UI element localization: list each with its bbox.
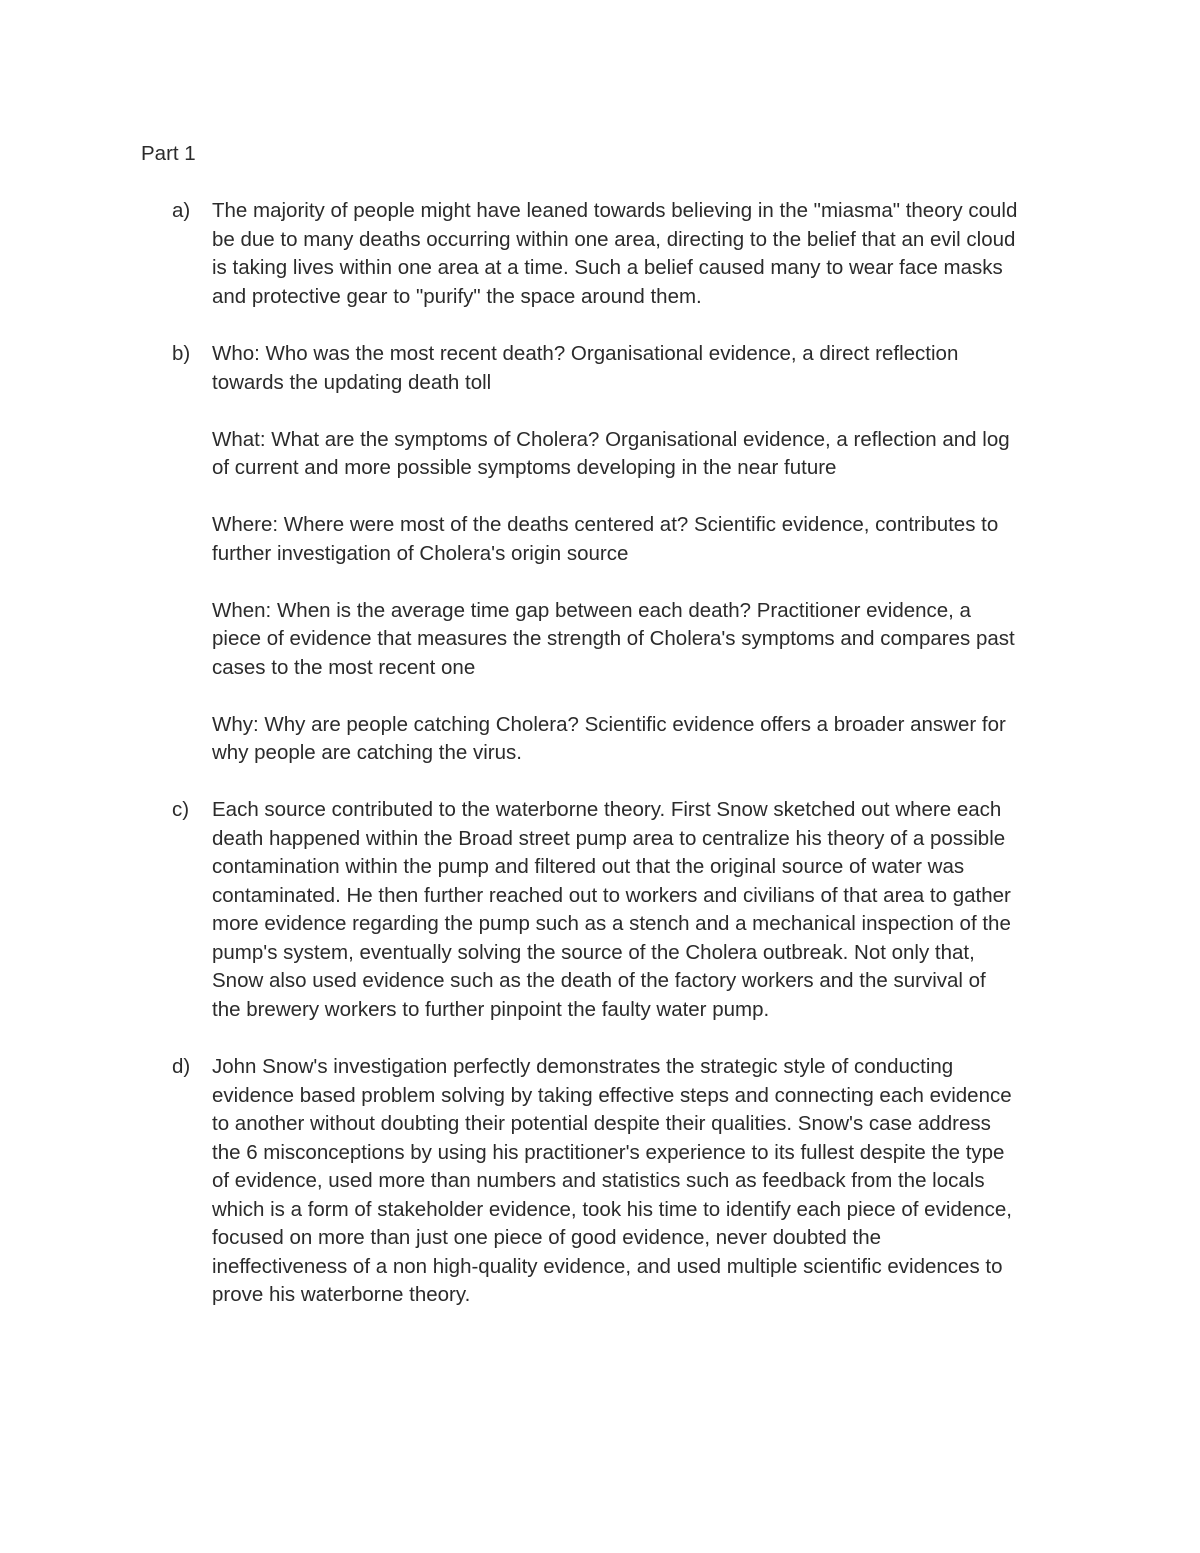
text-line: Who: Who was the most recent death? Organisational evidence, a direct reflection xyxy=(212,342,959,365)
paragraph-what xyxy=(212,426,1072,483)
text-line: further investigation of Cholera's origin source xyxy=(212,541,629,565)
list-item-content xyxy=(212,197,1072,311)
paragraph xyxy=(212,1053,1072,1310)
text-line: the 6 misconceptions by using his practitioner's experience to its fullest despite the type xyxy=(212,1140,1005,1164)
text-line: When: When is the average time gap between each death? Practitioner evidence, a xyxy=(212,598,971,622)
paragraph xyxy=(212,796,1072,1024)
text-line: to another without doubting their potential despite their qualities. Snow's case address xyxy=(212,1112,991,1135)
text-line: why people are catching the virus. xyxy=(212,741,522,764)
text-line: cases to the most recent one xyxy=(212,655,476,679)
text-line: which is a form of stakeholder evidence, took his time to identify each piece of evidence, xyxy=(212,1197,1012,1221)
text-line: John Snow's investigation perfectly demonstrates the strategic style of conducting xyxy=(212,1055,954,1078)
paragraph-where xyxy=(212,511,1072,568)
list-marker: d) xyxy=(172,1055,191,1078)
paragraph-who xyxy=(212,340,1072,397)
list-item-content xyxy=(212,1053,1072,1310)
text-line: Why: Why are people catching Cholera? Scientific evidence offers a broader answer for xyxy=(212,712,1006,736)
text-line: more evidence regarding the pump such as a stench and a mechanical inspection of the xyxy=(212,912,1011,935)
text-line: is taking lives within one area at a time. Such a belief caused many to wear face masks xyxy=(212,256,1003,279)
text-line: contamination within the pump and filtered out that the original source of water was xyxy=(212,855,965,878)
text-line: and protective gear to "purify" the space around them. xyxy=(212,284,702,308)
text-line: death happened within the Broad street pump area to centralize his theory of a possible xyxy=(212,826,1006,850)
text-line: evidence based problem solving by taking effective steps and connecting each evidence xyxy=(212,1083,1012,1107)
text-line: focused on more than just one piece of good evidence, never doubted the xyxy=(212,1226,882,1249)
text-line: the brewery workers to further pinpoint the faulty water pump. xyxy=(212,997,770,1021)
list-item-content xyxy=(212,340,1072,768)
text-line: Where: Where were most of the deaths centered at? Scientific evidence, contributes to xyxy=(212,513,999,536)
paragraph-why xyxy=(212,711,1072,768)
text-line: be due to many deaths occurring within one area, directing to the belief that an evil cloud xyxy=(212,227,1016,251)
text-line: towards the updating death toll xyxy=(212,370,492,394)
text-line: prove his waterborne theory. xyxy=(212,1283,471,1306)
paragraph xyxy=(212,197,1072,311)
paragraph-when xyxy=(212,597,1072,683)
text-line: contaminated. He then further reached out to workers and civilians of that area to gather xyxy=(212,883,1011,907)
list-marker: a) xyxy=(172,199,191,222)
text-line: of current and more possible symptoms developing in the near future xyxy=(212,456,837,479)
text-line: pump's system, eventually solving the source of the Cholera outbreak. Not only that, xyxy=(212,940,975,964)
text-line: Each source contributed to the waterborne theory. First Snow sketched out where each xyxy=(212,798,1002,821)
text-line: The majority of people might have leaned towards believing in the "miasma" theory could xyxy=(212,199,1018,222)
list-marker: c) xyxy=(172,798,190,821)
page-heading: Part 1 xyxy=(141,142,196,165)
text-line: What: What are the symptoms of Cholera? Organisational evidence, a reflection and log xyxy=(212,427,1010,451)
text-line: piece of evidence that measures the strength of Cholera's symptoms and compares past xyxy=(212,627,1015,650)
text-line: of evidence, used more than numbers and statistics such as feedback from the locals xyxy=(212,1169,985,1192)
text-line: ineffectiveness of a non high-quality evidence, and used multiple scientific evidences to xyxy=(212,1254,1003,1278)
list-item-content xyxy=(212,796,1072,1024)
list-marker: b) xyxy=(172,342,191,365)
text-line: Snow also used evidence such as the death of the factory workers and the survival of xyxy=(212,969,986,992)
